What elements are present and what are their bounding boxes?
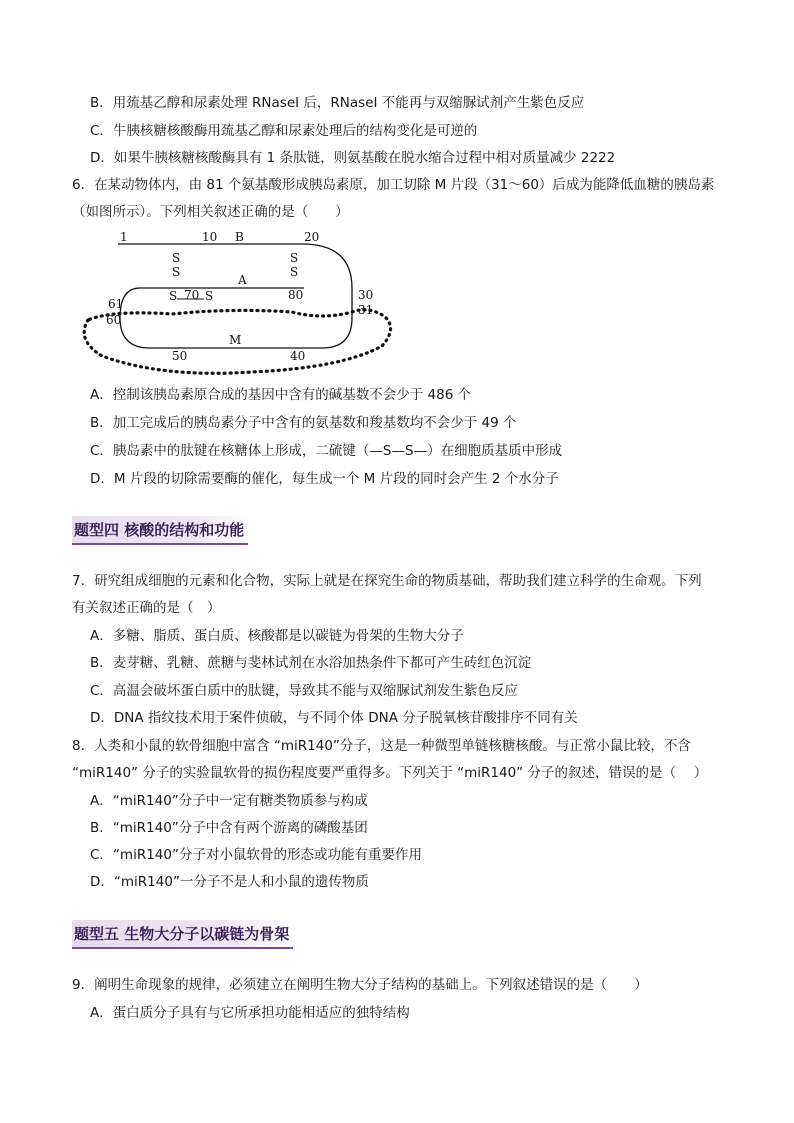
disulfide-s: S xyxy=(172,251,181,265)
q8-option-a: A．“miR140”分子中一定有糖类物质参与构成 xyxy=(90,793,368,809)
label-a: A xyxy=(238,273,247,287)
section-heading-5: 题型五 生物大分子以碳链为骨架 xyxy=(72,920,293,949)
q6-stem-line2: （如图所示）。下列相关叙述正确的是（ ） xyxy=(72,204,349,220)
disulfide-s: S xyxy=(169,289,178,303)
label-40: 40 xyxy=(290,349,306,363)
label-30: 30 xyxy=(358,288,374,302)
label-m: M xyxy=(229,333,242,347)
q6-stem-line1: 6．在某动物体内，由 81 个氨基酸形成胰岛素原，加工切除 M 片段（31～60）后成为能降低血糖的胰岛素 xyxy=(72,177,715,193)
q7-option-b: B．麦芽糖、乳糖、蔗糖与斐林试剂在水浴加热条件下都可产生砖红色沉淀 xyxy=(90,655,532,671)
q8-stem-line1: 8．人类和小鼠的软骨细胞中富含 “miR140”分子，这是一种微型单链核糖核酸。与正常小鼠比较，不含 xyxy=(72,738,691,754)
label-80: 80 xyxy=(288,288,304,302)
insulin-structure-diagram xyxy=(72,228,402,376)
disulfide-s: S xyxy=(290,251,299,265)
disulfide-s: S xyxy=(205,289,214,303)
q6-option-b: B．加工完成后的胰岛素分子中含有的氨基数和羧基数均不会少于 49 个 xyxy=(90,415,517,431)
disulfide-s: S xyxy=(290,265,299,279)
q7-option-c: C．高温会破坏蛋白质中的肽键，导致其不能与双缩脲试剂发生紫色反应 xyxy=(90,683,518,699)
q7-option-d: D．DNA 指纹技术用于案件侦破，与不同个体 DNA 分子脱氧核苷酸排序不同有关 xyxy=(90,710,578,726)
label-70: 70 xyxy=(184,288,200,302)
q6-option-a: A．控制该胰岛素原合成的基因中含有的碱基数不会少于 486 个 xyxy=(90,387,472,403)
q8-stem-line2: “miR140” 分子的实验鼠软骨的损伤程度要严重得多。下列关于 “miR140” 分子的叙述，错误的是（ ） xyxy=(72,765,708,781)
label-61: 61 xyxy=(108,297,124,311)
label-b: B xyxy=(235,230,244,244)
q5-option-b: B．用巯基乙醇和尿素处理 RNaseI 后，RNaseI 不能再与双缩脲试剂产生紫色反应 xyxy=(90,95,585,111)
disulfide-s: S xyxy=(172,265,181,279)
q5-option-d: D．如果牛胰核糖核酸酶具有 1 条肽链，则氨基酸在脱水缩合过程中相对质量减少 2222 xyxy=(90,150,616,166)
q8-option-b: B．“miR140”分子中含有两个游离的磷酸基团 xyxy=(90,820,368,836)
label-31: 31 xyxy=(358,303,374,317)
q6-option-d: D．M 片段的切除需要酶的催化，每生成一个 M 片段的同时会产生 2 个水分子 xyxy=(90,471,559,487)
q6-option-c: C．胰岛素中的肽键在核糖体上形成，二硫键（—S—S—）在细胞质基质中形成 xyxy=(90,443,563,459)
q7-stem-line1: 7．研究组成细胞的元素和化合物，实际上就是在探究生命的物质基础，帮助我们建立科学的生命观。下列 xyxy=(72,573,702,589)
q9-stem-line1: 9．阐明生命现象的规律，必须建立在阐明生物大分子结构的基础上。下列叙述错误的是（ ） xyxy=(72,977,648,993)
label-60: 60 xyxy=(106,313,122,327)
q7-option-a: A．多糖、脂质、蛋白质、核酸都是以碳链为骨架的生物大分子 xyxy=(90,628,464,644)
label-50: 50 xyxy=(172,349,188,363)
label-20: 20 xyxy=(304,230,320,244)
label-1: 1 xyxy=(120,230,128,244)
label-10: 10 xyxy=(202,230,218,244)
q8-option-d: D．“miR140”一分子不是人和小鼠的遗传物质 xyxy=(90,874,369,890)
q5-option-c: C．牛胰核糖核酸酶用巯基乙醇和尿素处理后的结构变化是可逆的 xyxy=(90,123,478,139)
q8-option-c: C．“miR140”分子对小鼠软骨的形态或功能有重要作用 xyxy=(90,847,422,863)
q7-stem-line2: 有关叙述正确的是（ ） xyxy=(72,600,221,616)
section-heading-4: 题型四 核酸的结构和功能 xyxy=(72,516,248,545)
q9-option-a: A．蛋白质分子具有与它所承担功能相适应的独特结构 xyxy=(90,1005,410,1021)
